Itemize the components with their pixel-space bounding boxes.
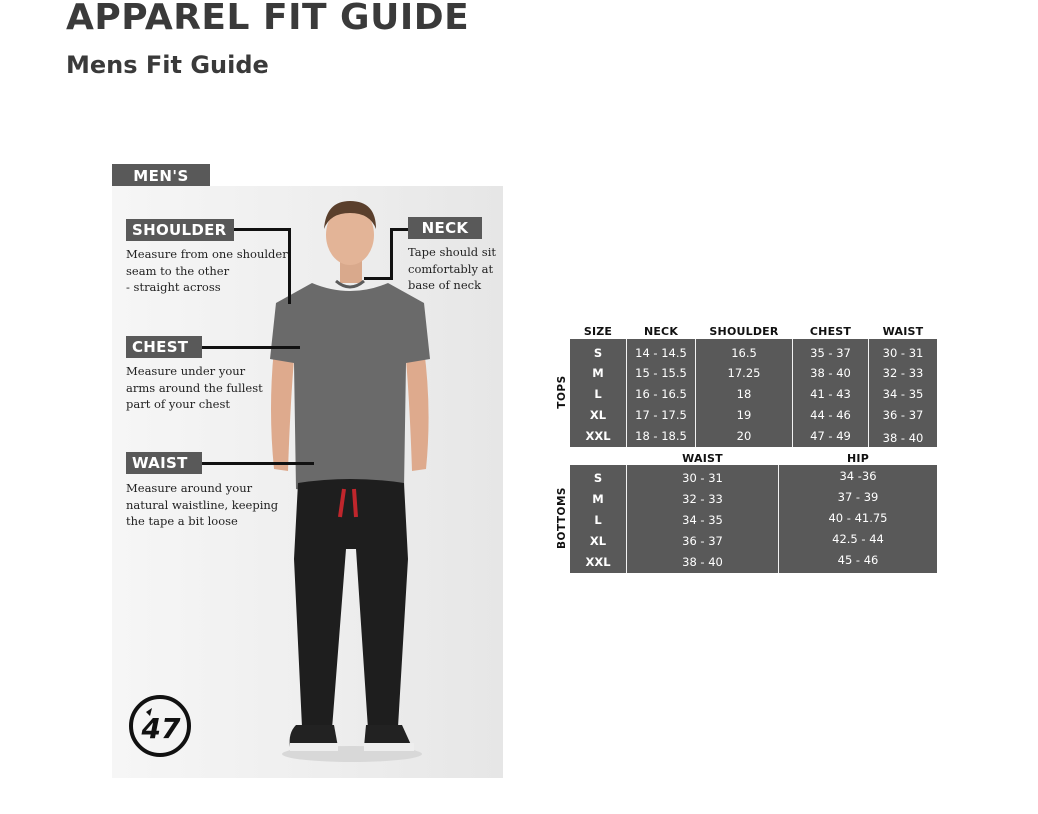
tops-cell-waist: 34 - 35	[882, 387, 924, 401]
tops-cell-waist: 36 - 37	[882, 408, 924, 422]
tops-cell-size: L	[594, 387, 602, 401]
waist-desc-line: the tape a bit loose	[126, 514, 238, 528]
waist-label: WAIST	[126, 452, 202, 474]
shoulder-desc-line: seam to the other	[126, 263, 230, 278]
page-title: APPAREL FIT GUIDE	[66, 0, 470, 38]
bottoms-table-body	[570, 465, 937, 573]
shoulder-desc-line: Measure from one shoulder	[126, 247, 288, 261]
tops-cell-waist: 32 - 33	[882, 366, 924, 380]
neck-description	[408, 244, 496, 294]
tops-cell-waist: 30 - 31	[882, 346, 924, 360]
chest-desc-line: arms around the fullest	[126, 380, 263, 395]
shoulder-label: SHOULDER	[126, 219, 234, 241]
shoulder-leader-line	[234, 228, 290, 231]
tops-cell-shoulder: 19	[736, 408, 752, 422]
neck-desc-line: base of neck	[408, 278, 482, 292]
neck-desc-line: Tape should sit	[408, 245, 496, 259]
tops-cell-neck: 16 - 16.5	[635, 387, 687, 401]
chest-label: CHEST	[126, 336, 202, 358]
tops-cell-neck: 18 - 18.5	[635, 429, 687, 443]
chest-leader-line	[202, 346, 300, 349]
neck-label: NECK	[408, 217, 482, 239]
bottoms-cell-hip: 40 - 41.75	[828, 511, 888, 525]
waist-leader-line	[202, 462, 314, 465]
bottoms-header-hip: HIP	[847, 452, 869, 465]
bottoms-header-waist: WAIST	[682, 452, 723, 465]
tops-cell-size: S	[593, 346, 603, 360]
tops-side-label: TOPS	[556, 375, 568, 409]
tops-cell-size: XL	[589, 408, 607, 422]
bottoms-cell-waist: 38 - 40	[682, 555, 723, 569]
neck-leader-line	[392, 228, 408, 231]
bottoms-cell-waist: 32 - 33	[682, 492, 723, 506]
bottoms-cell-size: XXL	[585, 555, 611, 569]
brand-47-logo-icon	[128, 694, 192, 758]
tops-table-body	[570, 339, 937, 447]
bottoms-cell-hip: 34 -36	[839, 469, 877, 483]
neck-leader-line-vertical	[390, 228, 393, 280]
shoulder-description	[126, 246, 288, 296]
tops-cell-shoulder: 17.25	[727, 366, 761, 380]
bottoms-cell-hip: 42.5 - 44	[832, 532, 884, 546]
tops-cell-neck: 15 - 15.5	[635, 366, 687, 380]
tops-cell-chest: 38 - 40	[810, 366, 851, 380]
bottoms-cell-hip: 45 - 46	[837, 553, 879, 567]
bottoms-cell-waist: 30 - 31	[682, 471, 723, 485]
tops-cell-chest: 35 - 37	[810, 346, 851, 360]
chest-desc-line: part of your chest	[126, 397, 230, 411]
tops-cell-shoulder: 16.5	[731, 346, 757, 360]
bottoms-cell-size: S	[593, 471, 603, 485]
tops-cell-chest: 41 - 43	[810, 387, 851, 401]
tops-header-chest: CHEST	[809, 325, 852, 338]
tops-header-size: SIZE	[583, 325, 613, 338]
tops-header-shoulder: SHOULDER	[709, 325, 779, 338]
bottoms-cell-waist: 36 - 37	[682, 534, 723, 548]
tops-cell-shoulder: 18	[736, 387, 752, 401]
tops-cell-waist: 38 - 40	[882, 431, 924, 445]
fit-figure-panel	[112, 164, 503, 778]
page-subtitle: Mens Fit Guide	[66, 51, 269, 79]
bottoms-cell-hip: 37 - 39	[837, 490, 879, 504]
tops-cell-chest: 47 - 49	[810, 429, 851, 443]
neck-desc-line: comfortably at	[408, 261, 494, 276]
tops-cell-size: M	[592, 366, 604, 380]
tops-header-neck: NECK	[643, 325, 679, 338]
tops-cell-chest: 44 - 46	[810, 408, 851, 422]
brand-47-logo-text: 47	[141, 712, 181, 745]
waist-desc-line: natural waistline, keeping	[126, 497, 279, 512]
waist-desc-line: Measure around your	[126, 481, 253, 495]
bottoms-side-label: BOTTOMS	[556, 487, 568, 549]
tops-cell-shoulder: 20	[736, 429, 752, 443]
tops-cell-neck: 17 - 17.5	[635, 408, 687, 422]
tops-cell-size: XXL	[585, 429, 611, 443]
bottoms-cell-size: L	[594, 513, 602, 527]
neck-leader-line-horizontal	[364, 277, 393, 280]
mens-tab-label: MEN'S	[112, 164, 210, 186]
bottoms-cell-waist: 34 - 35	[682, 513, 723, 527]
shoulder-desc-line: - straight across	[126, 280, 221, 294]
tops-header-waist: WAIST	[882, 325, 924, 338]
waist-description	[126, 480, 278, 530]
bottoms-cell-size: XL	[589, 534, 607, 548]
shoulder-leader-line-vertical	[288, 228, 291, 304]
chest-desc-line: Measure under your	[126, 364, 246, 378]
bottoms-cell-size: M	[592, 492, 604, 506]
tops-cell-neck: 14 - 14.5	[635, 346, 687, 360]
chest-description	[126, 363, 263, 413]
